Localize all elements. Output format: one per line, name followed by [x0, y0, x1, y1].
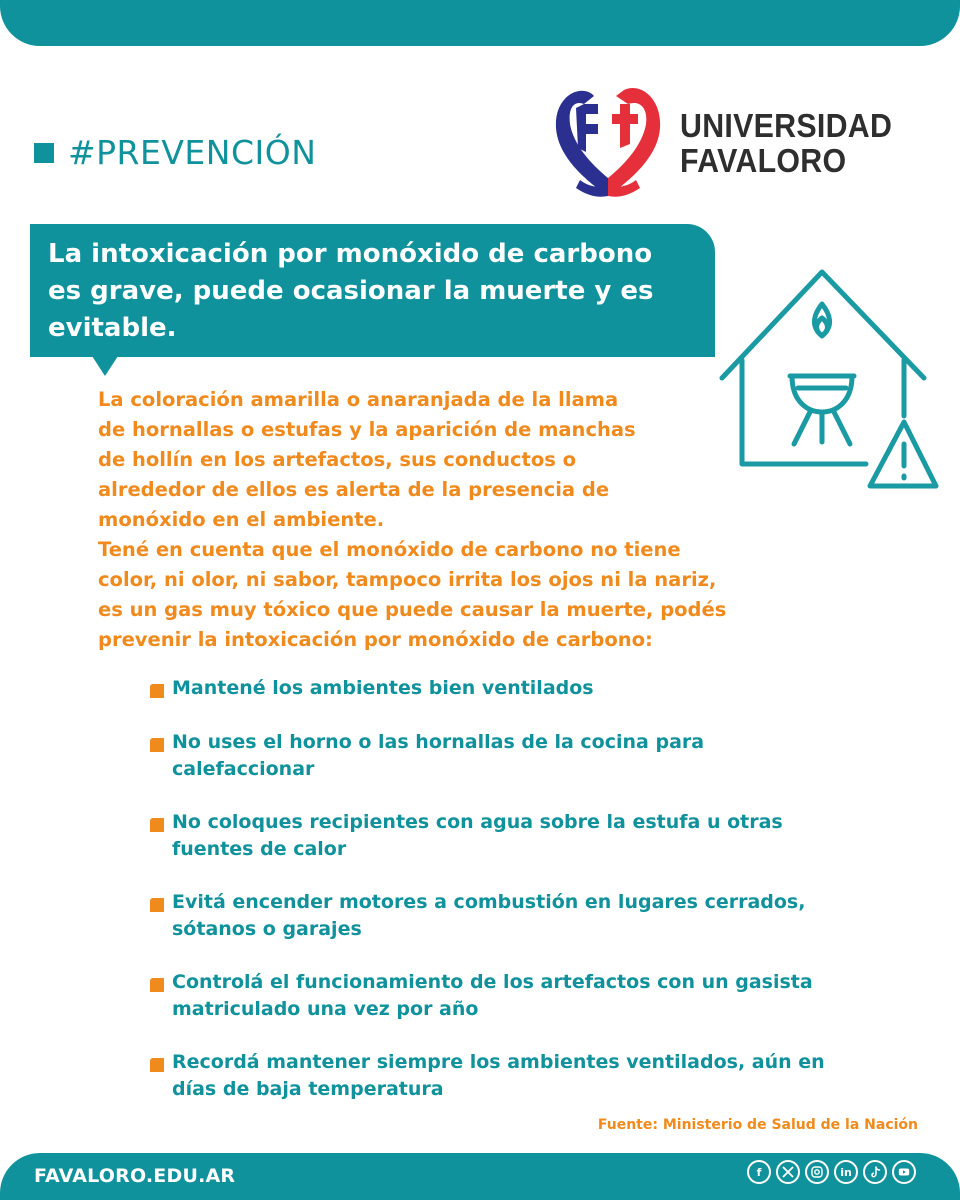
bullet-square — [150, 1058, 164, 1072]
list-item — [150, 675, 890, 702]
favaloro-heart-logo — [548, 78, 668, 202]
intro-paragraph-2: Tené en cuenta que el monóxido de carbono no tiene color, ni olor, ni sabor, tampoco irrita los ojos ni la nariz, es un gas muy tóxico que puede causar la muerte, podés prevenir la intoxicación por monóxido de carbono: — [98, 538, 727, 651]
tiktok-glyph — [869, 1166, 881, 1178]
intro-text — [98, 385, 838, 655]
tip-text: Evitá encender motores a combustión en lugares cerrados, sótanos o garajes — [172, 891, 806, 940]
list-item — [150, 889, 890, 943]
bullet-square — [150, 898, 164, 912]
hashtag-square — [34, 143, 54, 163]
social-links — [747, 1160, 916, 1184]
logo-line-1: UNIVERSIDAD — [680, 107, 893, 144]
x-glyph — [782, 1166, 794, 1178]
bullet-square — [150, 818, 164, 832]
list-item — [150, 809, 890, 863]
hashtag-text: #PREVENCIÓN — [68, 133, 317, 172]
callout-box — [30, 224, 715, 357]
source-citation: Fuente: Ministerio de Salud de la Nación — [597, 1117, 918, 1133]
top-bar — [0, 0, 960, 46]
bullet-square — [150, 684, 164, 698]
tiktok-icon[interactable] — [863, 1160, 887, 1184]
facebook-icon[interactable] — [747, 1160, 771, 1184]
youtube-icon[interactable] — [892, 1160, 916, 1184]
tip-text: Controlá el funcionamiento de los artefactos con un gasista matriculado una vez por año — [172, 971, 813, 1020]
callout-text: La intoxicación por monóxido de carbono es grave, puede ocasionar la muerte y es evitable. — [48, 239, 654, 343]
tip-text: Recordá mantener siempre los ambientes ventilados, aún en días de baja temperatura — [172, 1051, 825, 1100]
intro-paragraph-1: La coloración amarilla o anaranjada de la llama de hornallas o estufas y la aparición de manchas de hollín en los artefactos, sus conductos o alrededor de ellos es alerta de la presencia de monóxido en el ambiente. — [98, 388, 636, 531]
tip-text: No uses el horno o las hornallas de la cocina para calefaccionar — [172, 731, 705, 780]
list-item — [150, 1049, 890, 1103]
linkedin-label: in — [840, 1165, 852, 1179]
bullet-square — [150, 978, 164, 992]
linkedin-icon[interactable] — [834, 1160, 858, 1184]
instagram-icon[interactable] — [805, 1160, 829, 1184]
tip-text: Mantené los ambientes bien ventilados — [172, 677, 594, 699]
youtube-glyph — [898, 1166, 910, 1178]
list-item — [150, 729, 890, 783]
bullet-square — [150, 738, 164, 752]
tip-text: No coloques recipientes con agua sobre la estufa u otras fuentes de calor — [172, 811, 783, 860]
website-link[interactable]: FAVALORO.EDU.AR — [34, 1165, 236, 1187]
callout-tail — [92, 356, 118, 376]
instagram-glyph — [811, 1166, 823, 1178]
logo-wordmark — [680, 108, 892, 178]
facebook-label: f — [756, 1165, 762, 1179]
list-item — [150, 969, 890, 1023]
hashtag-heading — [34, 133, 316, 172]
footer-bar — [0, 1153, 960, 1200]
x-icon[interactable] — [776, 1160, 800, 1184]
logo-line-2: FAVALORO — [680, 142, 847, 179]
